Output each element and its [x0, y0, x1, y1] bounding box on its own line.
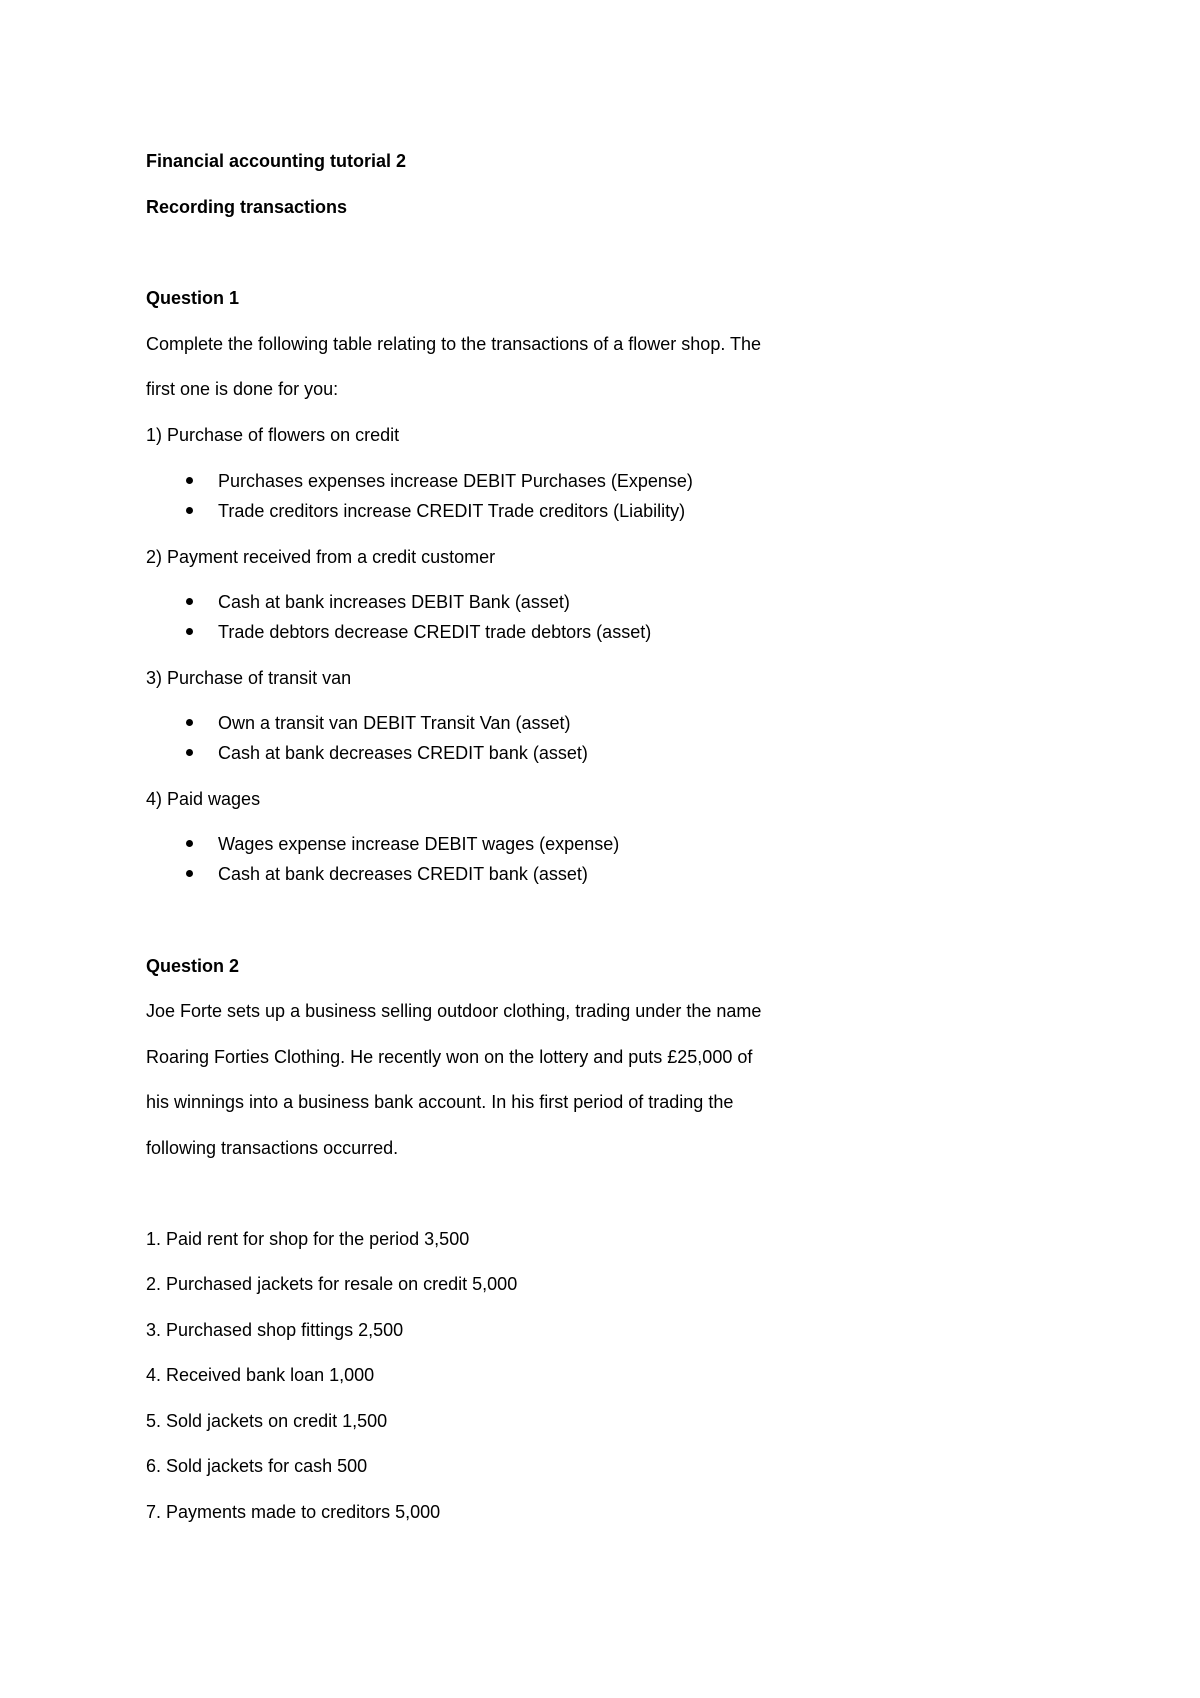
q1-bullet: Cash at bank increases DEBIT Bank (asset) — [218, 592, 570, 612]
bullet-icon — [186, 598, 193, 605]
q2-transaction: 5. Sold jackets on credit 1,500 — [146, 1411, 388, 1431]
q1-item-label: 3) Purchase of transit van — [146, 668, 352, 688]
q2-transaction: 4. Received bank loan 1,000 — [146, 1365, 375, 1385]
document-title: Financial accounting tutorial 2 — [146, 151, 407, 171]
q2-transaction: 7. Payments made to creditors 5,000 — [146, 1502, 441, 1522]
bullet-icon — [186, 507, 193, 514]
bullet-icon — [186, 749, 193, 756]
bullet-icon — [186, 840, 193, 847]
q1-bullet: Cash at bank decreases CREDIT bank (asset) — [218, 743, 588, 763]
q2-paragraph-line: his winnings into a business bank account. In his first period of trading the — [146, 1092, 734, 1112]
document-subtitle: Recording transactions — [146, 197, 348, 217]
q2-transaction: 6. Sold jackets for cash 500 — [146, 1456, 368, 1476]
q1-bullet: Cash at bank decreases CREDIT bank (asset) — [218, 864, 588, 884]
q2-paragraph-line: Joe Forte sets up a business selling outdoor clothing, trading under the name — [146, 1001, 762, 1021]
q2-paragraph-line: following transactions occurred. — [146, 1138, 399, 1158]
question-1-heading: Question 1 — [146, 288, 240, 308]
question-1-intro-line-1: Complete the following table relating to the transactions of a flower shop. The — [146, 334, 762, 354]
q1-item-label: 4) Paid wages — [146, 789, 261, 809]
q1-bullet: Trade creditors increase CREDIT Trade creditors (Liability) — [218, 501, 686, 521]
question-2-heading: Question 2 — [146, 956, 240, 976]
question-1-intro-line-2: first one is done for you: — [146, 379, 339, 399]
q2-paragraph-line: Roaring Forties Clothing. He recently won on the lottery and puts £25,000 of — [146, 1047, 753, 1067]
bullet-icon — [186, 477, 193, 484]
q1-bullet: Own a transit van DEBIT Transit Van (asset) — [218, 713, 571, 733]
bullet-icon — [186, 628, 193, 635]
q1-bullet: Wages expense increase DEBIT wages (expense) — [218, 834, 620, 854]
bullet-icon — [186, 719, 193, 726]
q1-bullet: Purchases expenses increase DEBIT Purchases (Expense) — [218, 471, 693, 491]
q1-item-label: 1) Purchase of flowers on credit — [146, 425, 400, 445]
q2-transaction: 2. Purchased jackets for resale on credit 5,000 — [146, 1274, 518, 1294]
q1-bullet: Trade debtors decrease CREDIT trade debtors (asset) — [218, 622, 652, 642]
bullet-icon — [186, 870, 193, 877]
q1-item-label: 2) Payment received from a credit customer — [146, 547, 496, 567]
q2-transaction: 1. Paid rent for shop for the period 3,500 — [146, 1229, 470, 1249]
q2-transaction: 3. Purchased shop fittings 2,500 — [146, 1320, 404, 1340]
